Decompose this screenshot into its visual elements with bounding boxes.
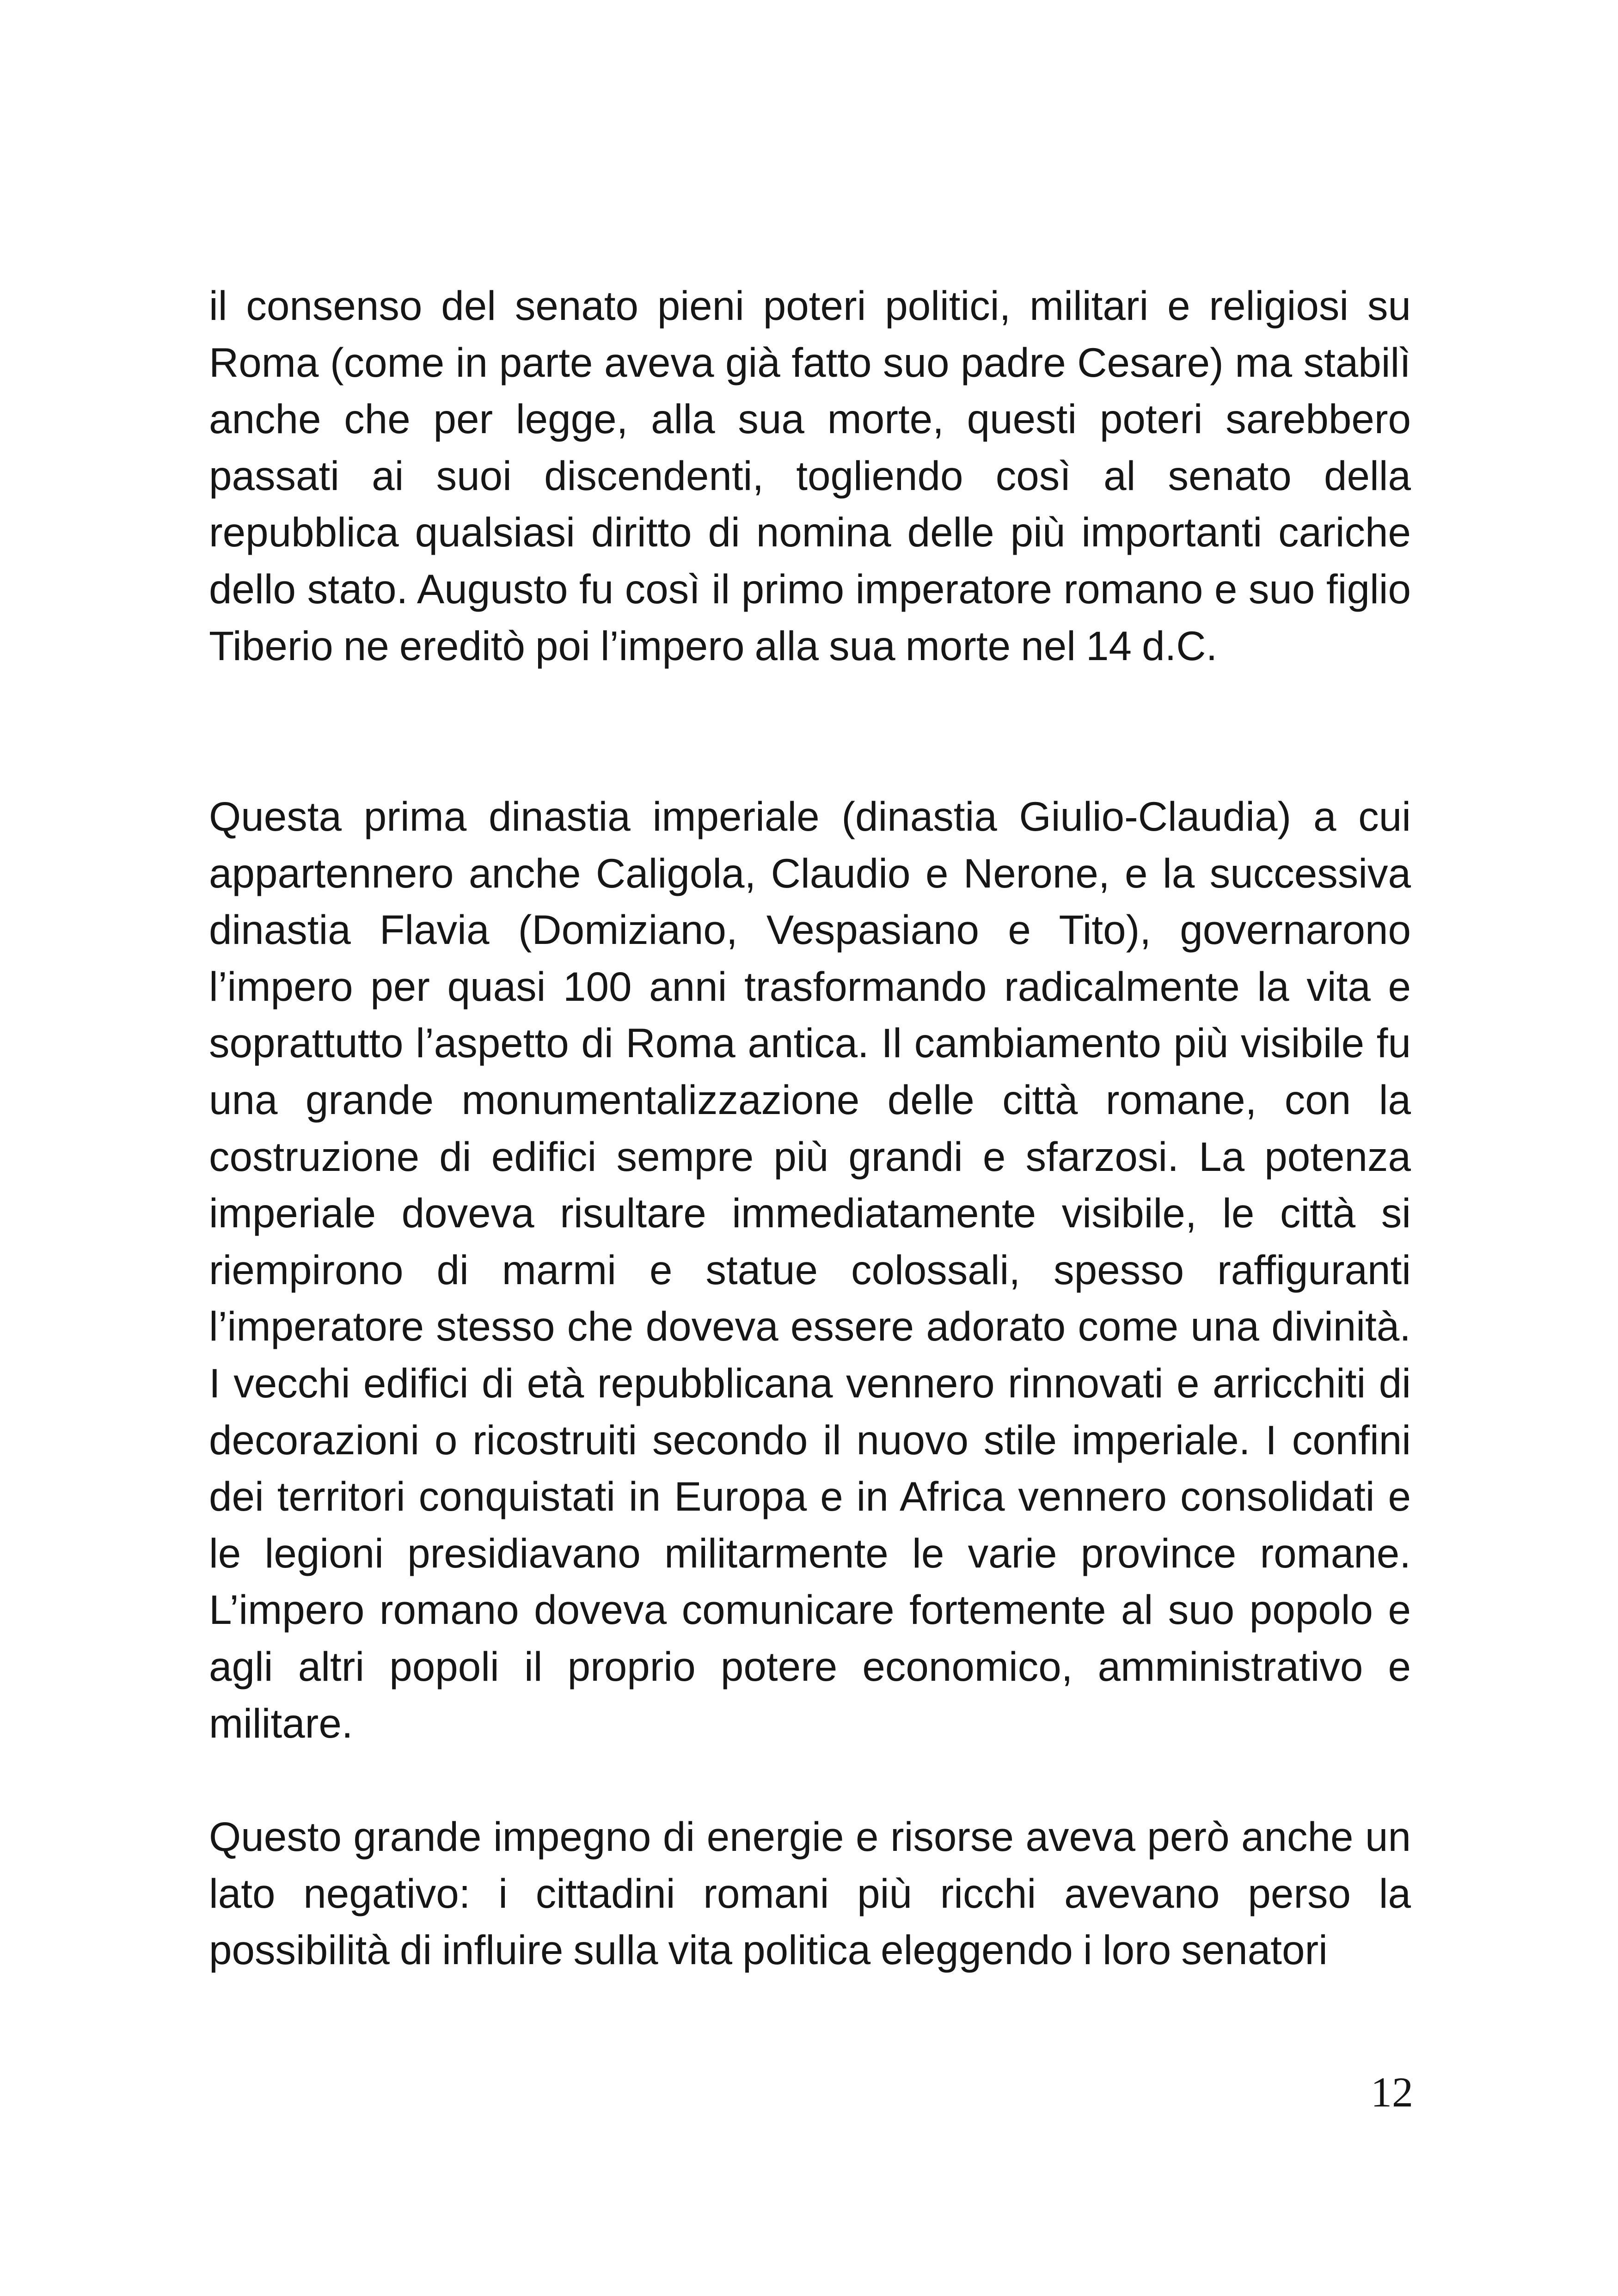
paragraph-1: il consenso del senato pieni poteri politici, militari e religiosi su Roma (come in parte aveva già fatto suo padre Cesare) ma stabilì anche che per legge, alla sua morte, questi poteri sarebbero passati ai suoi discendenti, togliendo così al senato della repubblica qualsiasi diritto di nomina delle più importanti cariche dello stato. Augusto fu così il primo imperatore romano e suo figlio Tiberio ne ereditò poi l’impero alla sua morte nel 14 d.C. bbox=[209, 282, 1411, 669]
paragraph-2: Questa prima dinastia imperiale (dinastia Giulio-Claudia) a cui appartennero anche Caligola, Claudio e Nerone, e la successiva dinastia Flavia (Domiziano, Vespasiano e Tito), governarono l’impero per quasi 100 anni trasformando radicalmente la vita e soprattutto l’aspetto di Roma antica. Il cambiamento più visibile fu una grande monumentalizzazione delle città romane, con la costruzione di edifici sempre più grandi e sfarzosi. La potenza imperiale doveva risultare immediatamente visibile, le città si riempirono di marmi e statue colossali, spesso raffiguranti l’imperatore stesso che doveva essere adorato come una divinità. I vecchi edifici di età repubblicana vennero rinnovati e arricchiti di decorazioni o ricostruiti secondo il nuovo stile imperiale. I confini dei territori conquistati in Europa e in Africa vennero consolidati e le legioni presidiavano militarmente le varie province romane. L’impero romano doveva comunicare fortemente al suo popolo e agli altri popoli il proprio potere economico, amministrativo e militare. bbox=[209, 793, 1411, 1746]
page-number: 12 bbox=[1371, 2069, 1413, 2116]
paragraph-3: Questo grande impegno di energie e risorse aveva però anche un lato negativo: i cittadini romani più ricchi avevano perso la possibilità di influire sulla vita politica eleggendo i loro senatori bbox=[209, 1813, 1411, 1973]
